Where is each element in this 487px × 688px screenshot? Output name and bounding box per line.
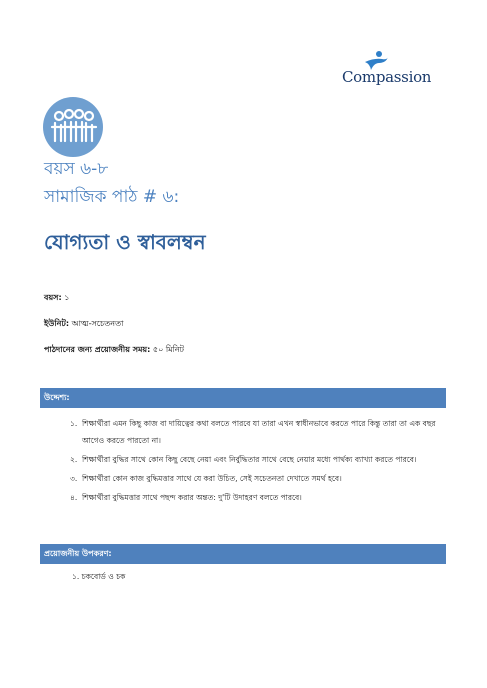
- compassion-logo: [342, 50, 452, 90]
- list-item-text: শিক্ষার্থীরা এমন কিছু কাজ বা দায়িত্বের কথা বলতে পারবে যা তারা এখন স্বাধীনভাবে করতে পারে কিন্তু তারা তা এক বছর আগেও করতে পারতো না।: [82, 419, 436, 445]
- meta-age: [44, 292, 69, 305]
- meta-unit-label: ইউনিট:: [44, 319, 70, 328]
- objectives-list: [72, 415, 444, 508]
- list-item-text: শিক্ষার্থীরা বুদ্ধির সাথে কোন কিছু বেছে নেয়া এবং নির্বুদ্ধিতার সাথে বেছে নেয়ার মধ্যে পার্থক্য ব্যাখ্যা করতে পারবে।: [82, 455, 417, 464]
- meta-age-label: বয়স:: [44, 293, 62, 302]
- logo-wordmark: Compassion: [342, 68, 432, 86]
- page-title: যোগ্যতা ও স্বাবলম্বন: [44, 230, 206, 254]
- meta-age-value: ১: [64, 293, 70, 302]
- meta-time-label: পাঠদানের জন্য প্রয়োজনীয় সময়:: [44, 345, 151, 354]
- lesson-heading: সামাজিক পাঠ # ৬:: [44, 187, 180, 207]
- meta-time: [44, 344, 184, 357]
- list-item-number: ৩.: [70, 474, 78, 483]
- meta-time-value: ৫০ মিনিট: [152, 345, 184, 354]
- list-item: [72, 451, 444, 468]
- list-item: [72, 470, 444, 487]
- age-heading: বয়স ৬-৮: [44, 159, 109, 179]
- meta-unit-value: আত্ম-সচেতনতা: [71, 319, 124, 328]
- emblem: [43, 97, 103, 157]
- objectives-header: উদ্দেশ্য:: [40, 388, 446, 408]
- list-item-text: শিক্ষার্থীরা বুদ্ধিমত্তার সাথে পছন্দ করার অন্তত: দু'টি উদাহরণ বলতে পারবে।: [82, 493, 302, 502]
- list-item: [72, 489, 444, 506]
- list-item-number: ৪.: [70, 493, 78, 502]
- list-item-number: ১.: [70, 419, 78, 428]
- materials-header: প্রয়োজনীয় উপকরণ:: [40, 544, 446, 564]
- list-item-text: শিক্ষার্থীরা কোন কাজ বুদ্ধিমত্তার সাথে যে করা উচিত, সেই সচেতনতা দেখাতে সমর্থ হবে।: [82, 474, 342, 483]
- list-item-number: ২.: [70, 455, 78, 464]
- list-item: [72, 415, 444, 449]
- children-group-icon: [43, 97, 103, 157]
- materials-item: ১. চকবোর্ড ও চক: [72, 572, 126, 581]
- meta-unit: [44, 318, 123, 331]
